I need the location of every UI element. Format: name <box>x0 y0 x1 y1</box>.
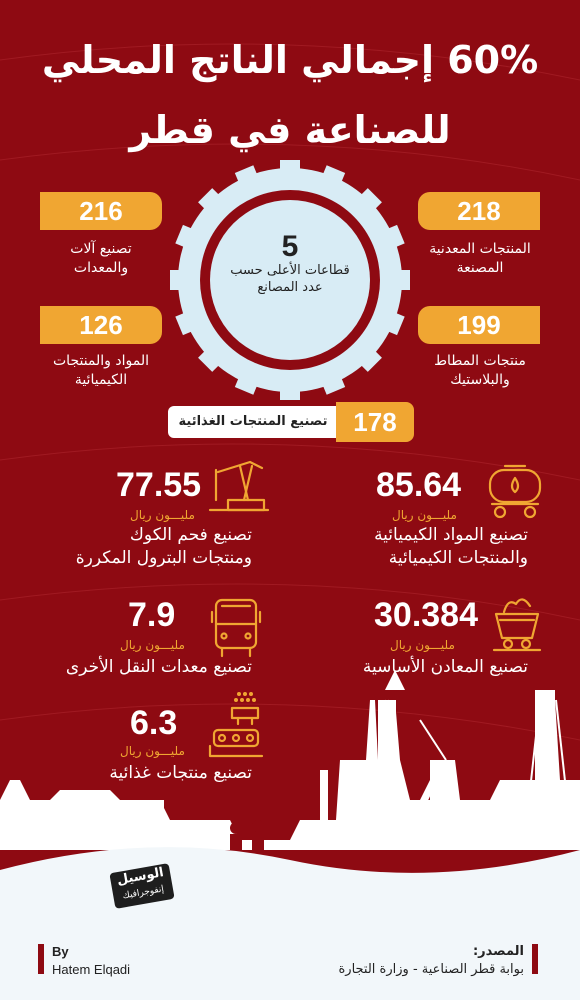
gear-number: 5 <box>281 230 299 263</box>
sector-value-rubber: 199 <box>418 306 540 344</box>
stat-label-line: تصنيع فحم الكوك <box>129 525 252 545</box>
sector-label-line: والمعدات <box>73 259 129 276</box>
gear-center <box>228 230 352 297</box>
stat-value-metals: 30.384 <box>374 596 478 634</box>
author-marker <box>38 944 44 974</box>
stat-value-food: 6.3 <box>130 704 178 742</box>
sector-label-machinery <box>40 240 162 278</box>
stat-label-line: والمنتجات الكيميائية <box>388 547 528 568</box>
stat-value-chemicals: 85.64 <box>376 466 462 504</box>
sector-label-metal <box>410 240 550 278</box>
sector-label-line: والبلاستيك <box>450 371 510 388</box>
source-text: بوابة قطر الصناعية - وزارة التجارة <box>338 962 524 977</box>
stat-label-line: تصنيع المواد الكيميائية <box>374 525 528 545</box>
sector-value-metal: 218 <box>418 192 540 230</box>
sector-value-food: 178 <box>336 402 414 442</box>
stat-unit-chemicals: مليـــون ريال <box>392 508 457 522</box>
stat-value-transport: 7.9 <box>128 596 176 634</box>
logo-line1: الوسيل <box>115 865 165 889</box>
stat-label-metals: تصنيع المعادن الأساسية <box>362 657 528 677</box>
sector-value-machinery: 216 <box>40 192 162 230</box>
stat-label-coke <box>30 524 252 570</box>
sector-label-line: منتجات المطاط <box>434 353 526 369</box>
stat-value-coke: 77.55 <box>116 466 202 504</box>
stat-label-line: ومنتجات البترول المكررة <box>75 547 252 568</box>
page-title: 60% إجمالي الناتج المحلي <box>41 38 539 82</box>
sector-label-chemicals <box>34 352 168 390</box>
sector-label-line: المصنعة <box>456 259 504 276</box>
sector-label-rubber <box>410 352 550 390</box>
page-subtitle: للصناعة في قطر <box>129 108 451 152</box>
stat-unit-transport: مليـــون ريال <box>120 638 185 652</box>
sector-label-line: المواد والمنتجات <box>53 353 149 369</box>
stat-label-food: تصنيع منتجات غذائية <box>109 763 252 783</box>
sector-label-line: تصنيع آلات <box>70 241 132 257</box>
source-marker <box>532 944 538 974</box>
stat-unit-coke: مليـــون ريال <box>130 508 195 522</box>
logo-line2: إنفوجرافيك <box>121 884 165 902</box>
sector-label-line: الكيميائية <box>74 371 128 388</box>
stat-label-transport: تصنيع معدات النقل الأخرى <box>65 657 252 677</box>
gear-description: قطاعات الأعلى حسب عدد المصانع <box>230 263 350 295</box>
stat-label-chemicals <box>300 524 528 570</box>
stat-unit-food: مليـــون ريال <box>120 744 185 758</box>
author-name: Hatem Elqadi <box>52 962 131 977</box>
source-label: المصدر: <box>472 944 524 959</box>
stat-unit-metals: مليـــون ريال <box>390 638 455 652</box>
sector-label-line: المنتجات المعدنية <box>429 241 531 257</box>
by-label: By <box>52 944 69 959</box>
sector-label-food: تصنيع المنتجات الغذائية <box>168 406 338 438</box>
sector-value-chemicals: 126 <box>40 306 162 344</box>
